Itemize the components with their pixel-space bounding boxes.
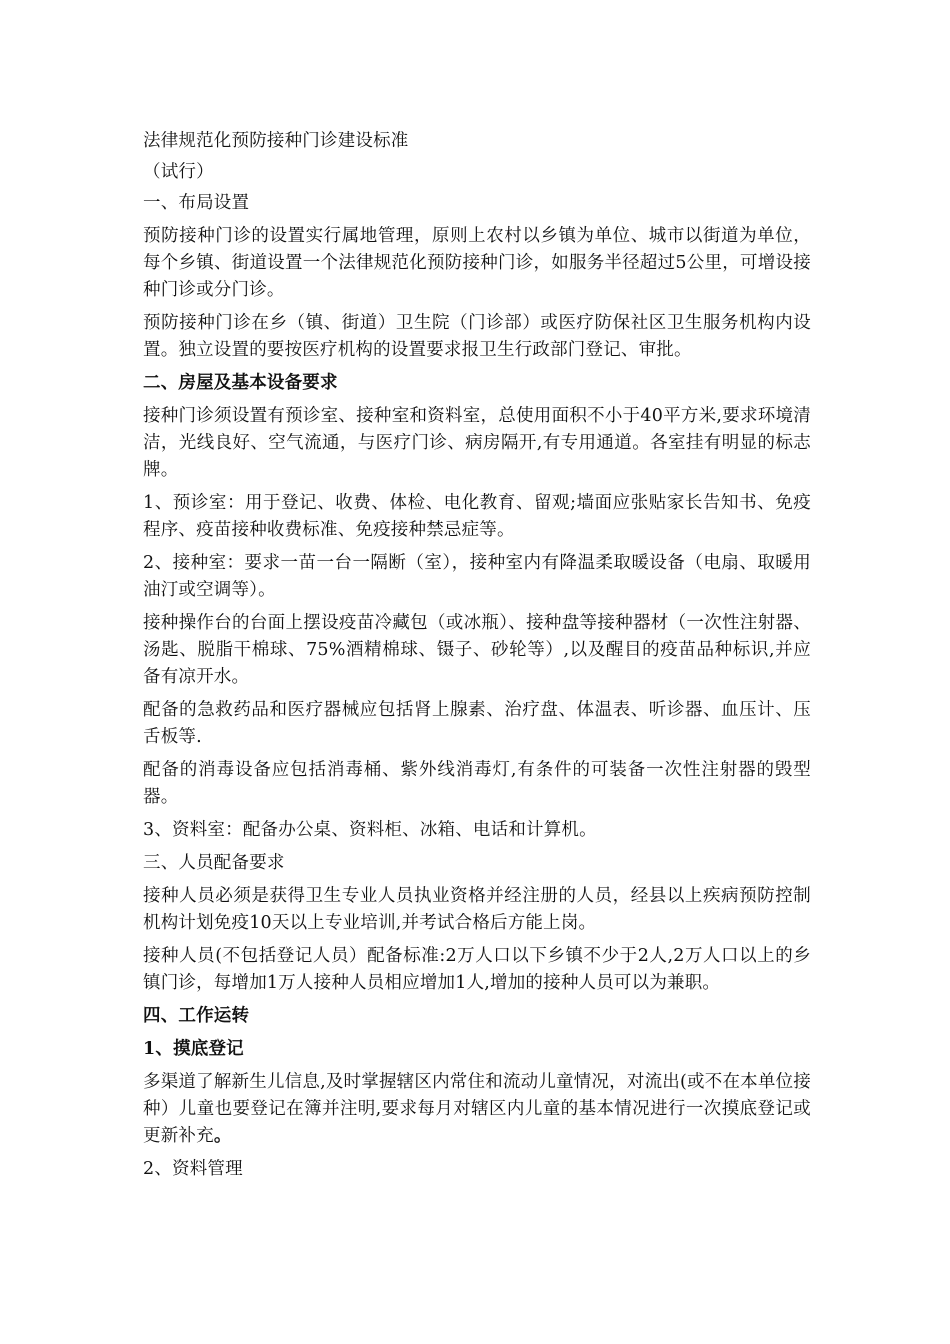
paragraph: 接种人员(不包括登记人员）配备标准:2万人口以下乡镇不少于2人,2万人口以上的乡镇门诊，每增加1万人接种人员相应增加1人,增加的接种人员可以为兼职。 bbox=[143, 946, 811, 993]
section-heading-facilities: 二、房屋及基本设备要求 bbox=[143, 373, 338, 393]
paragraph: 1、预诊室：用于登记、收费、体检、电化教育、留观;墙面应张贴家长告知书、免疫程序、疫苗接种收费标准、免疫接种禁忌症等。 bbox=[143, 493, 811, 540]
paragraph: 接种操作台的台面上摆设疫苗冷藏包（或冰瓶）、接种盘等接种器材（一次性注射器、汤匙、脱脂干棉球、75%酒精棉球、镊子、砂轮等）,以及醒目的疫苗品种标识,并应备有凉开水。 bbox=[143, 613, 811, 687]
paragraph-text: 多渠道了解新生儿信息,及时掌握辖区内常住和流动儿童情况，对流出(或不在本单位接种）儿童也要登记在簿并注明,要求每月对辖区内儿童的基本情况进行一次摸底登记或更新补充 bbox=[143, 1072, 811, 1146]
document-title: 法律规范化预防接种门诊建设标准 bbox=[143, 131, 409, 151]
document-subtitle: （试行） bbox=[143, 162, 214, 182]
paragraph bbox=[143, 1069, 811, 1150]
paragraph: 配备的消毒设备应包括消毒桶、紫外线消毒灯,有条件的可装备一次性注射器的毁型器。 bbox=[143, 760, 811, 807]
paragraph: 预防接种门诊的设置实行属地管理，原则上农村以乡镇为单位、城市以街道为单位，每个乡镇、街道设置一个法律规范化预防接种门诊，如服务半径超过5公里，可增设接种门诊或分门诊。 bbox=[143, 226, 811, 300]
document-page bbox=[143, 128, 811, 1189]
subheading-registration: 1、摸底登记 bbox=[143, 1039, 244, 1059]
paragraph: 接种人员必须是获得卫生专业人员执业资格并经注册的人员，经县以上疾病预防控制机构计划免疫10天以上专业培训,并考试合格后方能上岗。 bbox=[143, 886, 811, 933]
paragraph: 2、接种室：要求一苗一台一隔断（室），接种室内有降温柔取暖设备（电扇、取暖用油汀或空调等）。 bbox=[143, 553, 811, 600]
paragraph: 接种门诊须设置有预诊室、接种室和资料室，总使用面积不小于40平方米,要求环境清洁，光线良好、空气流通，与医疗门诊、病房隔开,有专用通道。各室挂有明显的标志牌。 bbox=[143, 406, 811, 480]
paragraph-end: 。 bbox=[213, 1126, 232, 1146]
section-heading-layout: 一、布局设置 bbox=[143, 193, 250, 213]
section-heading-operations: 四、工作运转 bbox=[143, 1006, 250, 1026]
section-heading-staffing: 三、人员配备要求 bbox=[143, 853, 285, 873]
paragraph: 配备的急救药品和医疗器械应包括肾上腺素、治疗盘、体温表、听诊器、血压计、压舌板等. bbox=[143, 700, 811, 747]
paragraph: 3、资料室：配备办公桌、资料柜、冰箱、电话和计算机。 bbox=[143, 820, 597, 840]
paragraph: 预防接种门诊在乡（镇、街道）卫生院（门诊部）或医疗防保社区卫生服务机构内设置。独立设置的要按医疗机构的设置要求报卫生行政部门登记、审批。 bbox=[143, 313, 811, 360]
subheading-records: 2、资料管理 bbox=[143, 1159, 243, 1179]
